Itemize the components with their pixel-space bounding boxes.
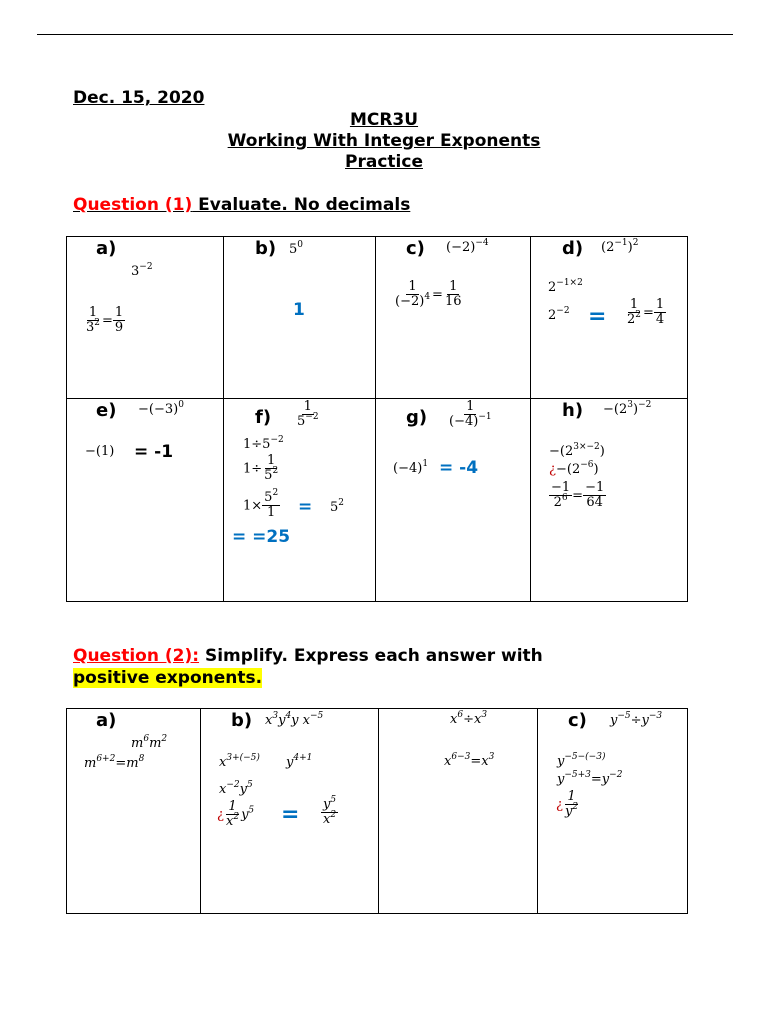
table-row-divider [66, 398, 688, 399]
table-col-divider [530, 236, 531, 602]
q2-b-problem: $x^3y^4y$ $x^{-5}$ [265, 711, 324, 728]
q1-g-answer: = -4 [439, 458, 479, 478]
top-rule [37, 34, 733, 35]
question-2-label: Question (2): [73, 646, 200, 666]
q1-b-problem: $5^0$ [289, 240, 304, 257]
q1-b-label: b) [255, 238, 277, 259]
question-1-heading [73, 195, 410, 215]
q1-f-work-2: 1÷ $\frac{1}{5^2}$ [243, 453, 279, 484]
q1-d-equals: = [588, 304, 607, 329]
q1-h-label: h) [562, 400, 584, 421]
page-subtitle: Practice [345, 152, 423, 172]
q2-b-equals: = [281, 802, 300, 827]
q1-g-label: g) [406, 407, 428, 428]
q2-b-work-2: $y^{4+1}$ [286, 753, 313, 770]
q1-e-problem: $-(-3)^0$ [138, 400, 184, 417]
q1-h-work-3: $\frac{-1}{2^6}$ = $\frac{-1}{64}$ [551, 480, 605, 511]
q2-b-work-3: $x^{-2}y^5$ [219, 780, 253, 797]
q2-b-work-4: ¿ $\frac{1}{x^2}$ $y^5$ [217, 799, 255, 830]
q1-d-work-2: $2^{-2}$ [548, 306, 570, 323]
q1-g-work: $(-4)^1$ [393, 459, 429, 476]
q1-e-work: −(1) [85, 444, 115, 459]
q1-d-work-1: $2^{-1\times 2}$ [548, 278, 583, 295]
q1-a-problem: $3^{-2}$ [131, 262, 153, 279]
question-1-instruction: Evaluate. No decimals [192, 195, 411, 215]
q1-e-answer: = -1 [134, 442, 174, 462]
q1-g-problem: $\frac{1}{(-4)^{-1}}$ [449, 399, 492, 430]
q1-a-work: $\frac{1}{3^2}$ = $\frac{1}{9}$ [86, 305, 124, 336]
q1-b-answer: 1 [293, 300, 305, 320]
course-code: MCR3U [349, 110, 419, 130]
q2-mid-work: $x^{6-3}=x^3$ [444, 752, 495, 769]
q1-f-work-4: $5^2$ [330, 498, 345, 515]
q2-a-label: a) [96, 710, 117, 731]
q1-c-problem: $(-2)^{-4}$ [446, 238, 489, 255]
question-1-table [66, 236, 688, 602]
q1-c-work: $\frac{1}{(-2)^4}$ = $\frac{1}{16}$ [395, 279, 462, 310]
table-col-divider [537, 708, 538, 914]
q1-d-label: d) [562, 238, 584, 259]
q2-b-answer: $\frac{y^5}{x^2}$ [323, 795, 337, 828]
q1-c-label: c) [406, 238, 425, 259]
q1-d-work-3: $\frac{1}{2^2}$ = $\frac{1}{4}$ [627, 297, 665, 328]
q1-f-label: f) [255, 407, 272, 428]
q1-a-label: a) [96, 238, 117, 259]
q1-d-problem: $(2^{-1})^2$ [601, 238, 639, 255]
q2-a-work: $m^{6+2}=m^8$ [84, 754, 145, 771]
q1-f-equals: = [298, 497, 313, 517]
q1-h-work-1: $-(2^{3\times-2})$ [549, 442, 605, 459]
question-2-heading [73, 645, 673, 689]
q2-mid-problem: $x^6\div x^3$ [450, 710, 488, 727]
q1-f-problem: $\frac{1}{5^{-2}}$ [297, 399, 319, 430]
q2-b-work-1: $x^{3+(-5)}$ [219, 753, 260, 770]
q2-c-problem: $y^{-5}\div y^{-3}$ [610, 711, 663, 728]
table-col-divider [378, 708, 379, 914]
table-col-divider [223, 236, 224, 602]
question-2-instruction: Simplify. Express each answer with [199, 646, 543, 666]
question-1-label: Question (1) [73, 195, 193, 215]
q2-a-problem: $m^6m^2$ [131, 734, 168, 751]
q2-c-work-3: ¿ $\frac{1}{y^2}$ [556, 789, 579, 820]
q1-f-work-3: 1× $\frac{5^2}{1}$ [243, 488, 279, 521]
date: Dec. 15, 2020 [73, 88, 205, 108]
q2-c-work-1: $y^{-5-(-3)}$ [557, 752, 606, 769]
q2-c-label: c) [568, 710, 587, 731]
table-col-divider [375, 236, 376, 602]
q1-e-label: e) [96, 400, 117, 421]
q1-f-work-1: $1\div 5^{-2}$ [243, 435, 284, 452]
q2-c-work-2: $y^{-5+3}=y^{-2}$ [557, 770, 623, 787]
q2-b-label: b) [231, 710, 253, 731]
q1-h-problem: $-(2^3)^{-2}$ [603, 400, 652, 417]
question-2-highlight: positive exponents. [73, 668, 263, 688]
q1-f-answer: = =25 [232, 527, 291, 547]
table-col-divider [200, 708, 201, 914]
q1-h-work-2: ¿$-(2^{-6})$ [549, 460, 599, 477]
page-title: Working With Integer Exponents [227, 131, 541, 151]
